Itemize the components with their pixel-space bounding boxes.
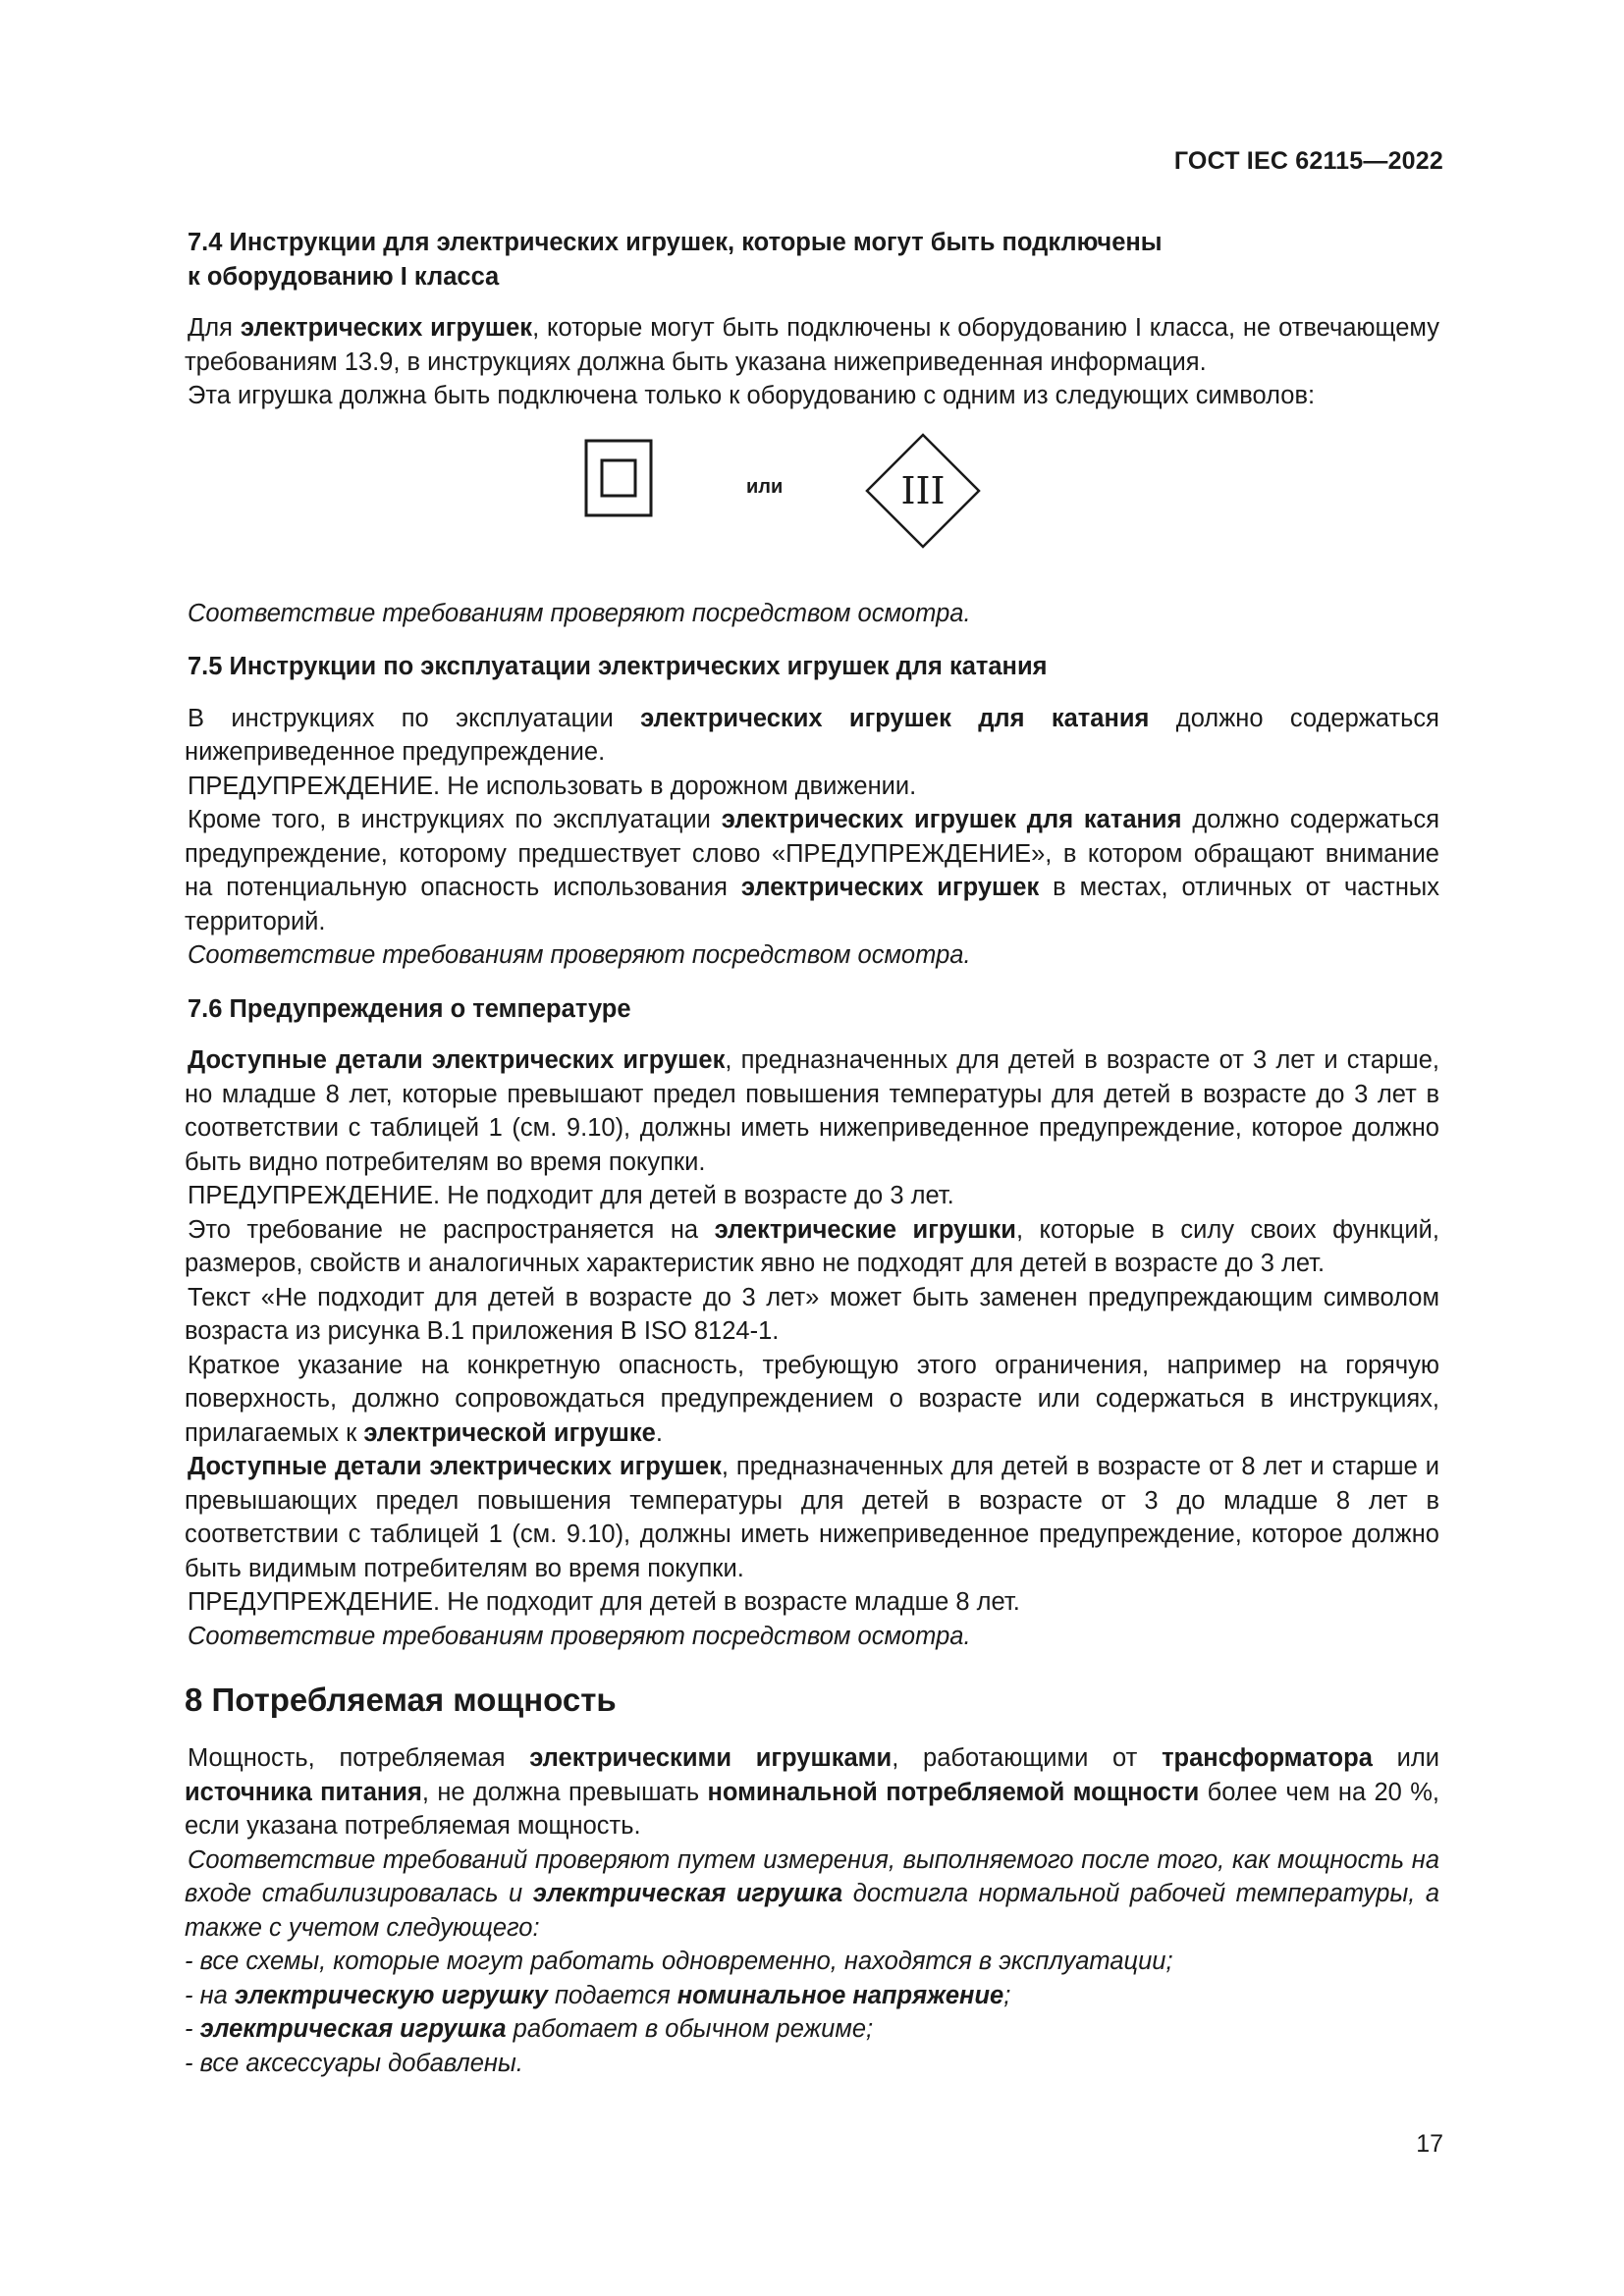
section-7-6-warning-2: ПРЕДУПРЕЖДЕНИЕ. Не подходит для детей в возрасте младше 8 лет. (188, 1588, 1020, 1616)
section-7-5-warning: ПРЕДУПРЕЖДЕНИЕ. Не использовать в дорожном движении. (188, 772, 917, 800)
section-7-6-paragraph-3: Текст «Не подходит для детей в возрасте до 3 лет» может быть заменен предупреждающим символом возраста из рисунка B.1 приложения В ISO 8124-1. (185, 1283, 1439, 1345)
text-run: В инструкциях по эксплуатации (188, 704, 641, 732)
term-bold: электрической игрушке (363, 1418, 656, 1447)
text-run: , которые в силу своих функций, размеров, свойств и аналогичных характеристик явно не подходят для детей в возрасте до 3 лет. (185, 1215, 1439, 1277)
section-7-5-compliance: Соответствие требованиям проверяют посредством осмотра. (188, 941, 971, 969)
section-7-6-paragraph-1 (185, 1043, 1439, 1179)
section-7-6-paragraph-4 (185, 1349, 1439, 1451)
class-ii-double-square-icon (584, 439, 653, 517)
text-run: , работающими от (892, 1744, 1163, 1772)
list-item (185, 2012, 1439, 2047)
class-symbols-row (185, 433, 1439, 575)
section-7-6-paragraph-5 (185, 1450, 1439, 1585)
symbol-or-label: или (746, 475, 784, 498)
term-bold: электрических игрушек (240, 314, 533, 342)
section-7-6-compliance: Соответствие требованиям проверяют посредством осмотра. (188, 1622, 971, 1650)
list-item (185, 1979, 1439, 2013)
section-7-4-paragraph-1 (185, 311, 1439, 379)
text-run: , не должна превышать (421, 1778, 708, 1806)
text-run: подается (547, 1981, 677, 2009)
term-bold: электрическая игрушка (532, 1880, 843, 1907)
section-7-4-paragraph-2: Эта игрушка должна быть подключена только к оборудованию с одним из следующих символов: (188, 382, 1316, 409)
section-7-5-paragraph-2 (185, 803, 1439, 938)
text-run: или (1372, 1744, 1439, 1772)
page-content (185, 226, 1439, 2080)
list-item: - все аксессуары добавлены. (185, 2049, 523, 2077)
term-bold: электрические игрушки (714, 1215, 1016, 1244)
list-item: - все схемы, которые могут работать одновременно, находятся в эксплуатации; (185, 1948, 1173, 1975)
spacer (185, 973, 1439, 992)
term-bold: Доступные детали электрических игрушек (188, 1453, 722, 1480)
text-run: - (185, 2015, 200, 2043)
term-bold: источника питания (185, 1778, 422, 1806)
section-8-conditions-list (185, 1945, 1439, 2080)
class-iii-diamond-icon (865, 433, 981, 549)
term-bold: электрическая игрушка (199, 2015, 507, 2043)
text-run: . (655, 1418, 663, 1447)
text-run: Соответствие требований проверяют путем измерения, выполняемого после того, как мощность на входе стабилизировалась и (185, 1845, 1439, 1907)
term-bold: Доступные детали электрических игрушек (188, 1046, 726, 1074)
term-bold: электрическую игрушку (234, 1981, 548, 2009)
term-bold: электрических игрушек для катания (721, 806, 1182, 833)
section-7-6-paragraph-2 (185, 1213, 1439, 1281)
text-run: Это требование не распространяется на (188, 1215, 715, 1244)
text-run: достигла нормальной рабочей температуры, а также с учетом следующего: (185, 1880, 1440, 1942)
class-iii-label: III (900, 468, 946, 512)
term-bold: трансформатора (1162, 1744, 1373, 1772)
section-7-4-heading-line2: к оборудованию I класса (188, 262, 500, 291)
text-run: , предназначенных для детей в возрасте от 3 лет и старше, но младше 8 лет, которые превышают предел повышения температуры для детей в возрасте до 3 лет в соответствии с таблицей 1 (см. 9.10), должны иметь нижеприведенное предупреждение, которое должно быть видно потребителям во время покупки. (185, 1046, 1440, 1176)
text-run: работает в обычном режиме; (506, 2015, 874, 2043)
text-run: Мощность, потребляемая (188, 1744, 530, 1772)
section-7-5-heading: 7.5 Инструкции по эксплуатации электрических игрушек для катания (188, 653, 1048, 680)
section-7-6-heading: 7.6 Предупреждения о температуре (188, 994, 631, 1023)
spacer (185, 630, 1439, 650)
section-7-4-compliance: Соответствие требованиям проверяют посредством осмотра. (188, 599, 971, 627)
section-8-paragraph-1 (185, 1741, 1439, 1843)
section-8-heading: 8 Потребляемая мощность (185, 1682, 617, 1718)
section-7-4-heading-line1: 7.4 Инструкции для электрических игрушек, которые могут быть подключены (188, 229, 1163, 256)
section-7-6-warning-1: ПРЕДУПРЕЖДЕНИЕ. Не подходит для детей в возрасте до 3 лет. (188, 1182, 954, 1209)
term-bold: электрическими игрушками (529, 1744, 893, 1772)
text-run: Краткое указание на конкретную опасность, требующую этого ограничения, например на горячую поверхность, должно сопровождаться предупреждением о возрасте или содержаться в инструкциях, прилагаемых к (185, 1351, 1439, 1447)
text-run: должно содержаться нижеприведенное предупреждение. (185, 704, 1439, 766)
page-number: 17 (1416, 2130, 1443, 2158)
text-run: Кроме того, в инструкциях по эксплуатации (188, 806, 722, 833)
document-code-header: ГОСТ IEC 62115—2022 (1173, 147, 1443, 175)
text-run: более чем на 20 %, если указана потребляемая мощность. (185, 1778, 1440, 1840)
text-run: , предназначенных для детей в возрасте от 8 лет и старше и превышающих предел повышения температуры для детей в возрасте от 3 до младше 8 лет в соответствии с таблицей 1 (см. 9.10), должны иметь нижеприведенное предупреждение, которое должно быть видимым потребителям во время покупки. (185, 1453, 1439, 1582)
text-run: в местах, отличных от частных территорий. (185, 874, 1440, 935)
text-run: должно содержаться предупреждение, которому предшествует слово «ПРЕДУПРЕЖДЕНИЕ», в котором обращают внимание на потенциальную опасность использования (185, 806, 1439, 901)
section-7-5-paragraph-1 (185, 702, 1439, 770)
section-8-compliance (185, 1843, 1439, 1946)
term-bold: электрических игрушек (740, 874, 1040, 901)
term-bold: номинальной потребляемой мощности (707, 1778, 1200, 1806)
text-run: - на (185, 1981, 235, 2009)
text-run: , которые могут быть подключены к оборудованию I класса, не отвечающему требованиям 13.9, в инструкциях должна быть указана нижеприведенная информация. (185, 314, 1439, 376)
term-bold: электрических игрушек для катания (640, 704, 1150, 732)
term-bold: номинальное напряжение (677, 1981, 1004, 2009)
text-run: ; (1003, 1981, 1011, 2009)
text-run: Для (188, 314, 241, 342)
section-7-4-heading (185, 226, 1439, 294)
